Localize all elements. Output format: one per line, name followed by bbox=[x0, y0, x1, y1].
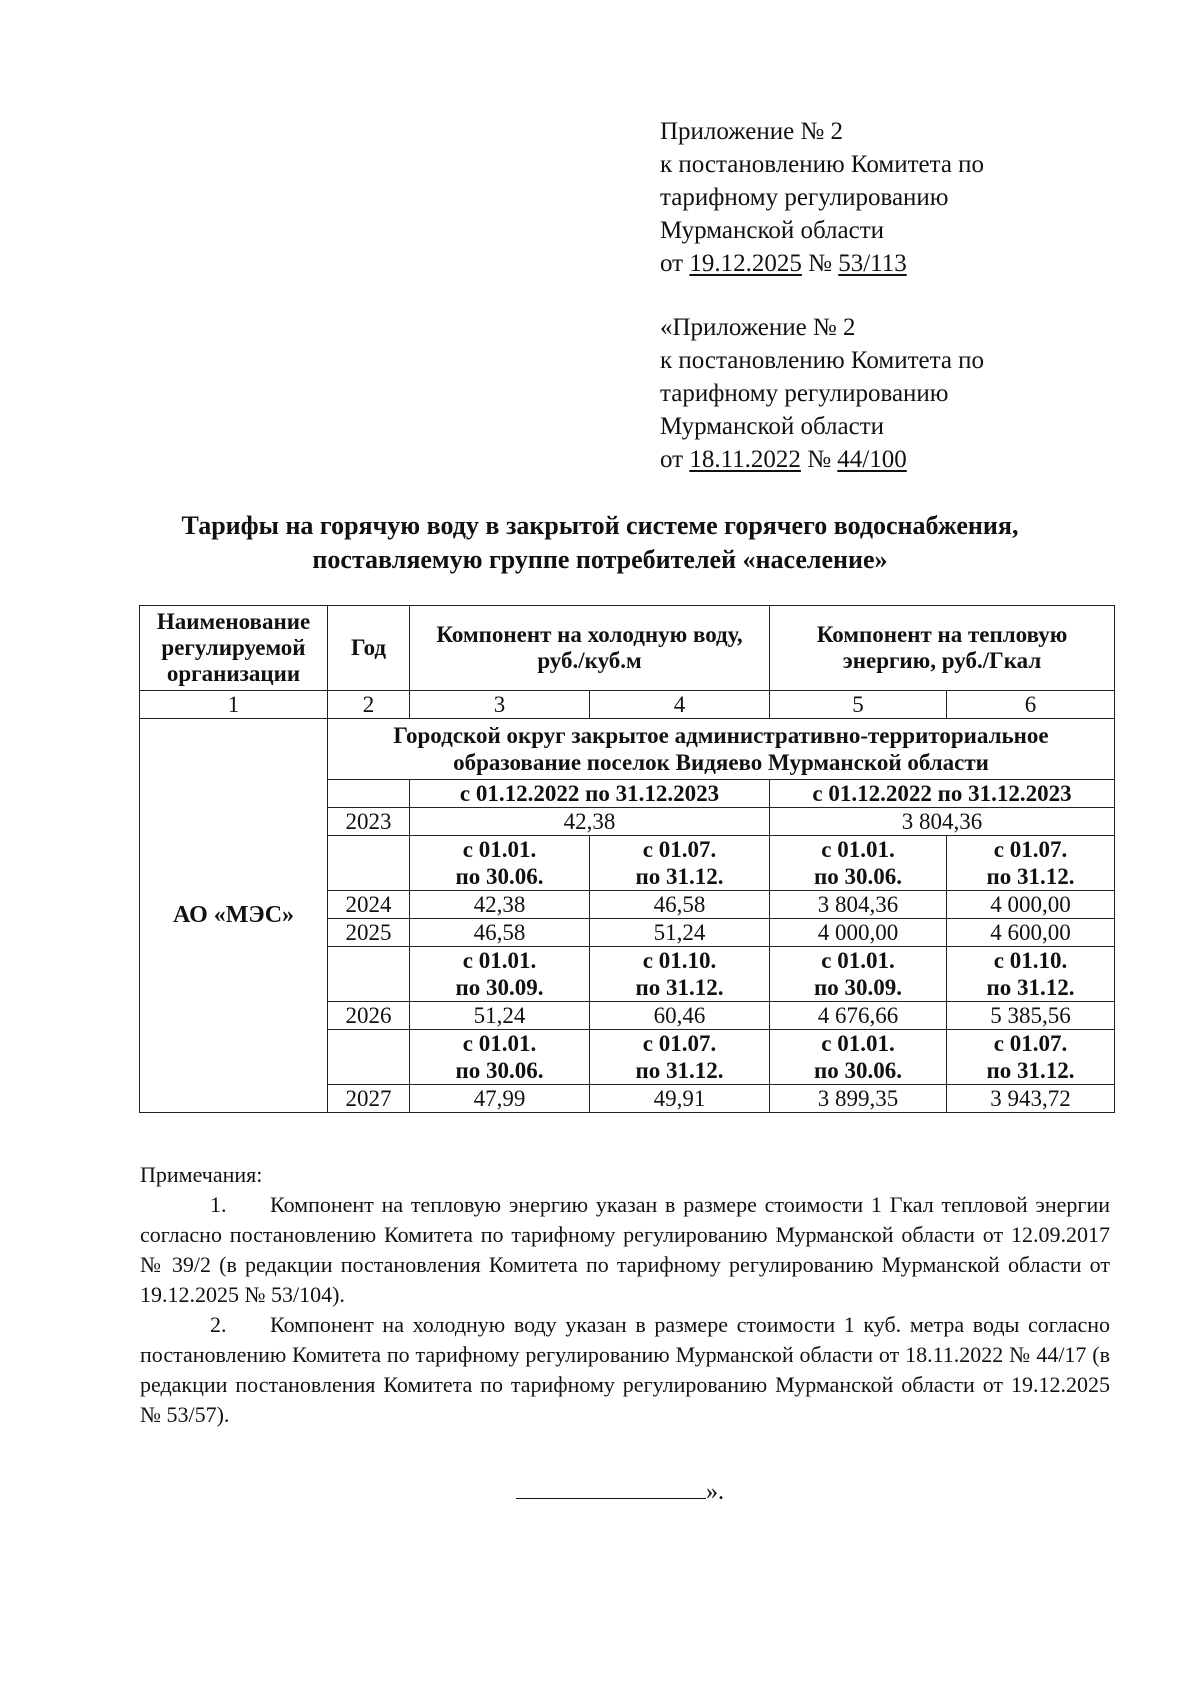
title-line-1: Тарифы на горячую воду в закрытой системе горячего водоснабжения, bbox=[181, 511, 1019, 540]
notes-section bbox=[140, 1160, 1110, 1430]
period-to: по 31.12. bbox=[635, 864, 724, 889]
year-cell: 2023 bbox=[328, 808, 410, 836]
value-cell: 49,91 bbox=[590, 1085, 770, 1113]
number-prefix: № bbox=[801, 250, 839, 277]
closing-mark bbox=[516, 1476, 724, 1506]
appendix-line: Мурманской области bbox=[660, 217, 885, 244]
period-from: с 01.10. bbox=[642, 948, 717, 973]
period-to: по 30.06. bbox=[814, 864, 903, 889]
appendix-line: Мурманской области bbox=[660, 413, 885, 440]
appendix-date-line bbox=[660, 443, 984, 476]
note-text: Компонент на тепловую энергию указан в размере стоимости 1 Гкал тепловой энергии согласно постановлению Комитета по тарифному регулированию Мурманской области от 12.09.2017 № 39/2 (в редакции постановления Комитета по тарифному регулированию Мурманской области от 19.12.2025 № 53/104). bbox=[140, 1192, 1110, 1307]
appendix-line: тарифному регулированию bbox=[660, 380, 949, 407]
value-cell: 42,38 bbox=[410, 808, 770, 836]
period-to: по 31.12. bbox=[635, 1058, 724, 1083]
value-cell: 4 676,66 bbox=[770, 1002, 947, 1030]
closing-quote: ». bbox=[706, 1479, 724, 1505]
value-cell: 4 600,00 bbox=[947, 919, 1115, 947]
period-to: по 30.06. bbox=[455, 1058, 544, 1083]
period-to: по 30.06. bbox=[814, 1058, 903, 1083]
value-cell: 4 000,00 bbox=[947, 891, 1115, 919]
period-to: по 31.12. bbox=[986, 1058, 1075, 1083]
closing-line bbox=[516, 1476, 706, 1499]
value-cell: 42,38 bbox=[410, 891, 590, 919]
value-cell: 47,99 bbox=[410, 1085, 590, 1113]
appendix-line: тарифному регулированию bbox=[660, 184, 949, 211]
period-to: по 31.12. bbox=[986, 975, 1075, 1000]
period-to: по 31.12. bbox=[635, 975, 724, 1000]
empty-year-cell bbox=[328, 947, 410, 1002]
period-from: с 01.01. bbox=[821, 837, 895, 862]
note-1 bbox=[140, 1190, 1110, 1310]
value-cell: 3 943,72 bbox=[947, 1085, 1115, 1113]
period-to: по 30.09. bbox=[455, 975, 544, 1000]
period-cell bbox=[947, 836, 1115, 891]
note-text: Компонент на холодную воду указан в размере стоимости 1 куб. метра воды согласно постановлению Комитета по тарифному регулированию Мурманской области от 18.11.2022 № 44/17 (в редакции постановления Комитета по тарифному регулированию Мурманской области от 19.12.2025 № 53/57). bbox=[140, 1312, 1110, 1427]
period-from: с 01.07. bbox=[993, 1031, 1068, 1056]
col-number: 1 bbox=[140, 691, 328, 719]
period-from: с 01.01. bbox=[821, 948, 895, 973]
period-cell bbox=[770, 836, 947, 891]
territory: Городской округ закрытое административно-территориальное образование поселок Видяево Мурманской области bbox=[328, 719, 1115, 780]
col-number: 4 bbox=[590, 691, 770, 719]
period-cell bbox=[590, 947, 770, 1002]
period-cell bbox=[770, 1030, 947, 1085]
period-cold: с 01.12.2022 по 31.12.2023 bbox=[410, 780, 770, 808]
period-from: с 01.01. bbox=[821, 1031, 895, 1056]
header-year: Год bbox=[328, 606, 410, 691]
note-number: 2. bbox=[210, 1312, 227, 1337]
col-number: 2 bbox=[328, 691, 410, 719]
empty-year-cell bbox=[328, 836, 410, 891]
territory-row bbox=[140, 719, 1115, 780]
period-cell bbox=[410, 836, 590, 891]
tariff-table bbox=[139, 605, 1115, 1113]
col-number: 3 bbox=[410, 691, 590, 719]
period-from: с 01.01. bbox=[462, 948, 537, 973]
value-cell: 60,46 bbox=[590, 1002, 770, 1030]
appendix-line: Приложение № 2 bbox=[660, 118, 844, 145]
appendix-line: к постановлению Комитета по bbox=[660, 151, 985, 178]
value-cell: 4 000,00 bbox=[770, 919, 947, 947]
period-from: с 01.07. bbox=[993, 837, 1068, 862]
col-number: 6 bbox=[947, 691, 1115, 719]
value-cell: 51,24 bbox=[590, 919, 770, 947]
period-from: с 01.01. bbox=[462, 1031, 537, 1056]
date-prefix: от bbox=[660, 250, 690, 277]
period-from: с 01.07. bbox=[642, 1031, 717, 1056]
period-to: по 31.12. bbox=[986, 864, 1075, 889]
col-number: 5 bbox=[770, 691, 947, 719]
period-cell bbox=[947, 947, 1115, 1002]
header-org: Наименование регулируемой организации bbox=[140, 606, 328, 691]
appendix-date: 19.12.2025 bbox=[689, 250, 802, 277]
note-number: 1. bbox=[210, 1192, 227, 1217]
column-numbers-row bbox=[140, 691, 1115, 719]
empty-year-cell bbox=[328, 780, 410, 808]
period-cell bbox=[410, 1030, 590, 1085]
appendix-header-old bbox=[660, 311, 984, 476]
date-prefix: от bbox=[660, 446, 690, 473]
period-cell bbox=[947, 1030, 1115, 1085]
value-cell: 46,58 bbox=[590, 891, 770, 919]
value-cell: 3 899,35 bbox=[770, 1085, 947, 1113]
period-to: по 30.06. bbox=[455, 864, 544, 889]
org-name: АО «МЭС» bbox=[140, 719, 328, 1113]
number-prefix: № bbox=[800, 446, 838, 473]
value-cell: 5 385,56 bbox=[947, 1002, 1115, 1030]
header-cold: Компонент на холодную воду, руб./куб.м bbox=[410, 606, 770, 691]
year-cell: 2025 bbox=[328, 919, 410, 947]
period-from: с 01.10. bbox=[993, 948, 1068, 973]
appendix-number: 44/100 bbox=[837, 446, 907, 473]
empty-year-cell bbox=[328, 1030, 410, 1085]
value-cell: 3 804,36 bbox=[770, 891, 947, 919]
note-2 bbox=[140, 1310, 1110, 1430]
appendix-number: 53/113 bbox=[838, 250, 907, 277]
period-from: с 01.07. bbox=[642, 837, 717, 862]
period-to: по 30.09. bbox=[814, 975, 903, 1000]
table-header-row bbox=[140, 606, 1115, 691]
value-cell: 3 804,36 bbox=[770, 808, 1115, 836]
value-cell: 46,58 bbox=[410, 919, 590, 947]
period-cell bbox=[590, 836, 770, 891]
year-cell: 2027 bbox=[328, 1085, 410, 1113]
value-cell: 51,24 bbox=[410, 1002, 590, 1030]
appendix-header-new bbox=[660, 115, 984, 280]
year-cell: 2026 bbox=[328, 1002, 410, 1030]
header-heat: Компонент на тепловую энергию, руб./Гкал bbox=[770, 606, 1115, 691]
appendix-date: 18.11.2022 bbox=[689, 446, 801, 473]
period-from: с 01.01. bbox=[462, 837, 537, 862]
document-title bbox=[100, 509, 1100, 577]
appendix-line: к постановлению Комитета по bbox=[660, 347, 985, 374]
period-cell bbox=[410, 947, 590, 1002]
period-cell bbox=[770, 947, 947, 1002]
year-cell: 2024 bbox=[328, 891, 410, 919]
title-line-2: поставляемую группе потребителей «население» bbox=[312, 545, 888, 574]
period-heat: с 01.12.2022 по 31.12.2023 bbox=[770, 780, 1115, 808]
notes-heading: Примечания: bbox=[140, 1162, 263, 1187]
period-cell bbox=[590, 1030, 770, 1085]
appendix-line: «Приложение № 2 bbox=[660, 314, 856, 341]
appendix-date-line bbox=[660, 247, 984, 280]
